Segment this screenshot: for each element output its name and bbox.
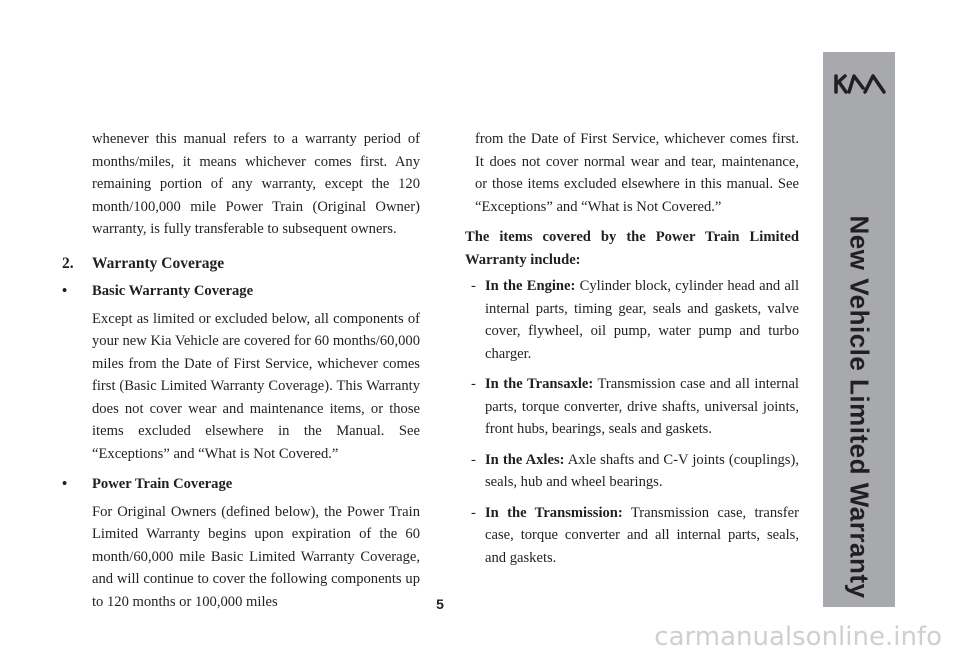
continuation-paragraph: from the Date of First Service, whichever comes first. It does not cover normal wear and tear, maintenance, or those items excluded elsewhere in this manual. See “Exceptions” and “What is Not Covered.” (475, 131, 799, 215)
side-tab (823, 52, 895, 607)
dash-icon: - (471, 451, 476, 468)
items-heading: The items covered by the Power Train Limited Warranty include: (465, 229, 799, 268)
watermark: carmanualsonline.info (654, 622, 942, 652)
bullet-icon: • (62, 476, 68, 492)
item-label: In the Transaxle: (485, 376, 594, 392)
left-column (62, 128, 420, 613)
dash-icon: - (471, 376, 476, 392)
item-text: Cylinder block, cylinder head and all internal parts, timing gear, seals and gaskets, valve cover, flywheel, oil pump, water pump and turbo charger. (485, 278, 800, 362)
bullet-icon: • (62, 283, 68, 299)
section-number: 2. (62, 254, 74, 272)
section-heading (62, 253, 420, 276)
kia-logo-icon (833, 70, 887, 94)
item-label: In the Engine: (485, 278, 576, 294)
bullet-title: Basic Warranty Coverage (92, 283, 254, 299)
item-label: In the Axles: (485, 451, 565, 468)
page-number: 5 (436, 596, 444, 612)
bullet-heading-basic (62, 280, 420, 303)
list-item (471, 449, 799, 494)
dash-icon: - (471, 504, 476, 521)
item-label: In the Transmission: (485, 504, 623, 521)
right-column (465, 128, 800, 577)
item-text: Axle shafts and C-V joints (couplings), seals, hub and wheel bearings. (485, 451, 799, 490)
dash-icon: - (471, 278, 476, 294)
side-title-text: New Vehicle Limited Warranty (844, 215, 875, 599)
section-title: Warranty Coverage (92, 254, 225, 272)
bullet-text-powertrain: For Original Owners (defined below), the Power Train Limited Warranty begins upon expiration of the 60 month/60,000 mile Basic Limited Warranty Coverage, and will continue to cover the following components up to 120 months or 100,000 miles (92, 503, 420, 610)
list-item (471, 373, 799, 441)
list-item (471, 275, 799, 365)
intro-paragraph: whenever this manual refers to a warranty period of months/miles, it means whichever comes first. Any remaining portion of any warranty, except the 120 month/100,000 mile Power Train (Original Owner) warranty, is fully transferable to subsequent owners. (92, 131, 420, 237)
item-text: Transmission case, transfer case, torque converter and all internal parts, seals, and gaskets. (485, 504, 800, 566)
item-text: Transmission case and all internal parts, torque converter, drive shafts, universal joints, front hubs, bearings, seals and gaskets. (485, 376, 799, 437)
bullet-text-basic: Except as limited or excluded below, all components of your new Kia Vehicle are covered for 60 months/60,000 miles from the Date of First Service, whichever comes first (Basic Limited Warranty Coverage). This Warranty does not cover wear and maintenance items, or those items excluded elsewhere in the Manual. See “Exceptions” and “What is Not Covered.” (92, 310, 420, 462)
bullet-heading-powertrain (62, 473, 420, 496)
list-item (471, 502, 799, 570)
bullet-title: Power Train Coverage (92, 476, 233, 492)
